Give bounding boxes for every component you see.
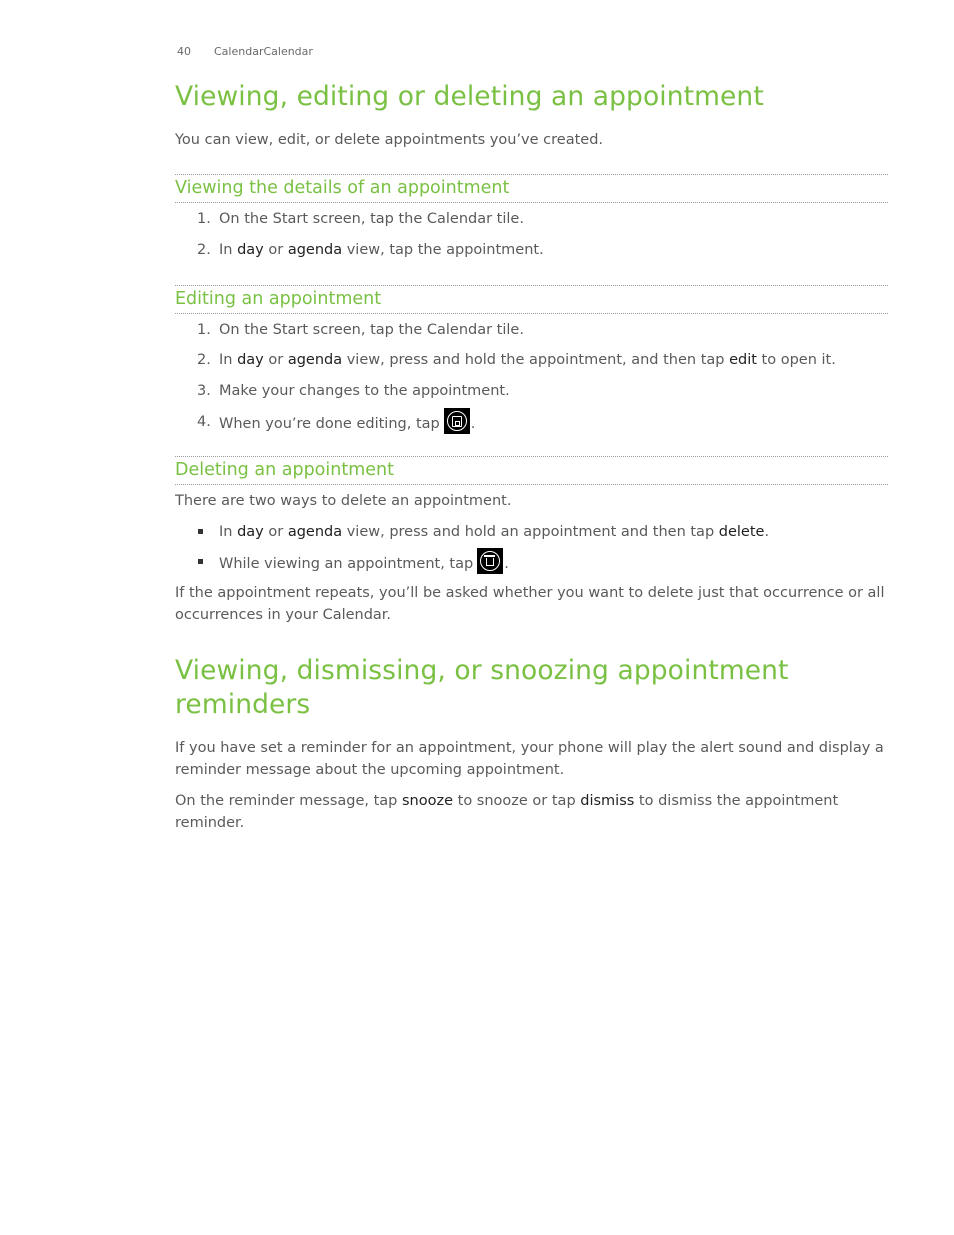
step-text: On the Start screen, tap the Calendar tile. [219,211,524,227]
trash-icon [477,548,503,574]
step-text: When you’re done editing, tap . [219,411,475,437]
bullet-text: In day or agenda view, press and hold an appointment and then tap delete. [219,524,770,540]
subsection-title-deleting: Deleting an appointment [175,460,394,480]
deleting-intro: There are two ways to delete an appointment. [175,493,512,509]
step-number: 3. [197,383,211,399]
save-icon [444,408,470,434]
subsection-deleting-header [175,456,888,485]
step-number: 1. [197,322,211,338]
step-number: 1. [197,211,211,227]
section-title-reminders: Viewing, dismissing, or snoozing appointment reminders [175,655,789,720]
step-text: In day or agenda view, press and hold the appointment, and then tap edit to open it. [219,352,836,368]
bullet-marker [198,529,203,534]
section-intro: You can view, edit, or delete appointments you’ve created. [175,132,604,148]
section-title-appointments: Viewing, editing or deleting an appointment [175,81,764,112]
bullet-marker [198,559,203,564]
step-number: 4. [197,414,211,430]
running-header [177,45,313,58]
reminders-para-2: On the reminder message, tap snooze to snooze or tap dismiss to dismiss the appointment reminder. [175,793,839,831]
subsection-editing-header [175,285,888,314]
step-text: In day or agenda view, tap the appointment. [219,242,544,258]
step-text: On the Start screen, tap the Calendar tile. [219,322,524,338]
step-number: 2. [197,352,211,368]
subsection-title-editing: Editing an appointment [175,289,382,309]
bullet-text: While viewing an appointment, tap . [219,551,509,577]
step-text: Make your changes to the appointment. [219,383,510,399]
chapter-title: CalendarCalendar [214,45,313,58]
step-number: 2. [197,242,211,258]
subsection-title-viewing: Viewing the details of an appointment [175,178,510,198]
deleting-note: If the appointment repeats, you’ll be asked whether you want to delete just that occurrence or all occurrences in your Calendar. [175,585,885,623]
page-number: 40 [177,45,191,58]
reminders-para-1: If you have set a reminder for an appointment, your phone will play the alert sound and display a reminder message about the upcoming appointment. [175,740,884,778]
subsection-viewing-header [175,174,888,203]
